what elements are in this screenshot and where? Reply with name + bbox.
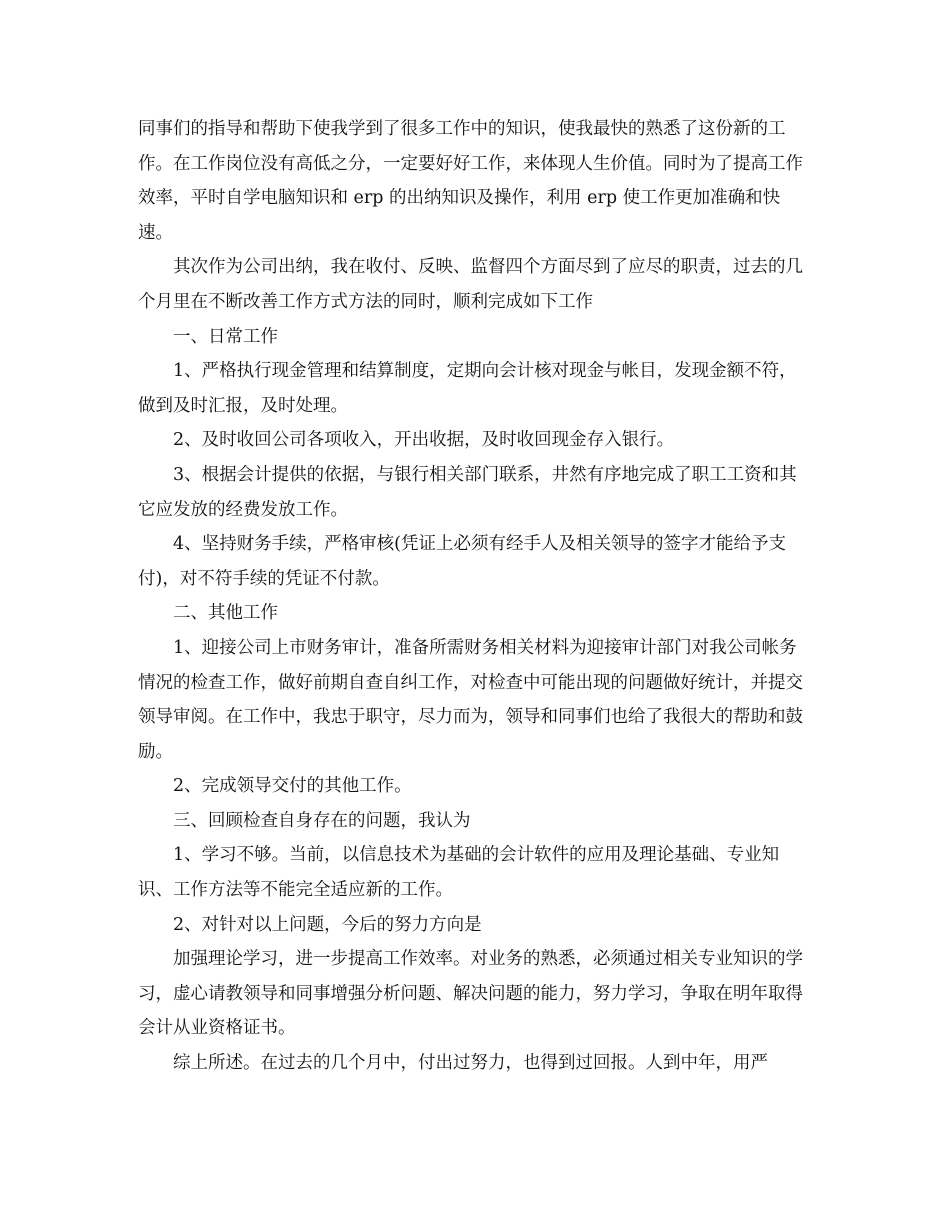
section-heading-daily-work: 一、日常工作 bbox=[173, 326, 278, 347]
section-heading-other-work: 二、其他工作 bbox=[173, 603, 278, 624]
list-item-financial-procedures: 4、坚持财务手续，严格审核(凭证上必须有经手人及相关领导的签字才能给予支付)，对不符手续的凭证不付款。 bbox=[138, 534, 786, 589]
list-item-audit: 1、迎接公司上市财务审计，准备所需财务相关材料为迎接审计部门对我公司帐务情况的检查工作，做好前期自查自纠工作，对检查中可能出现的问题做好统计，并提交领导审阅。在工作中，我忠于职守，尽力而为，领导和同事们也给了我很大的帮助和鼓励。 bbox=[138, 637, 803, 762]
list-item-improvement-direction: 2、对针对以上问题，今后的努力方向是 bbox=[173, 914, 482, 935]
list-item-cash-management: 1、严格执行现金管理和结算制度，定期向会计核对现金与帐目，发现金额不符，做到及时汇报，及时处理。 bbox=[138, 361, 797, 416]
list-item-insufficient-study: 1、学习不够。当前，以信息技术为基础的会计软件的应用及理论基础、专业知识、工作方法等不能完全适应新的工作。 bbox=[138, 845, 780, 901]
document-page bbox=[138, 112, 814, 1081]
section-heading-self-review: 三、回顾检查自身存在的问题，我认为 bbox=[173, 810, 471, 831]
paragraph-cashier-duties: 其次作为公司出纳，我在收付、反映、监督四个方面尽到了应尽的职责，过去的几个月里在不断改善工作方式方法的同时，顺利完成如下工作 bbox=[138, 257, 803, 312]
paragraph-study-plan: 加强理论学习，进一步提高工作效率。对业务的熟悉，必须通过相关专业知识的学习，虚心请教领导和同事增强分析问题、解决问题的能力，努力学习，争取在明年取得会计从业资格证书。 bbox=[138, 949, 803, 1039]
paragraph-summary: 综上所述。在过去的几个月中，付出过努力，也得到过回报。人到中年，用严 bbox=[173, 1053, 768, 1074]
list-item-leader-tasks: 2、完成领导交付的其他工作。 bbox=[173, 776, 412, 797]
list-item-revenue-collection: 2、及时收回公司各项收入，开出收据，及时收回现金存入银行。 bbox=[173, 430, 675, 451]
paragraph-continuation: 同事们的指导和帮助下使我学到了很多工作中的知识，使我最快的熟悉了这份新的工作。在工作岗位没有高低之分，一定要好好工作，来体现人生价值。同时为了提高工作效率，平时自学电脑知识和 erp 的出纳知识及操作，利用 erp 使工作更加准确和快速。 bbox=[138, 119, 803, 243]
list-item-payroll: 3、根据会计提供的依据，与银行相关部门联系，井然有序地完成了职工工资和其它应发放的经费发放工作。 bbox=[138, 464, 797, 520]
